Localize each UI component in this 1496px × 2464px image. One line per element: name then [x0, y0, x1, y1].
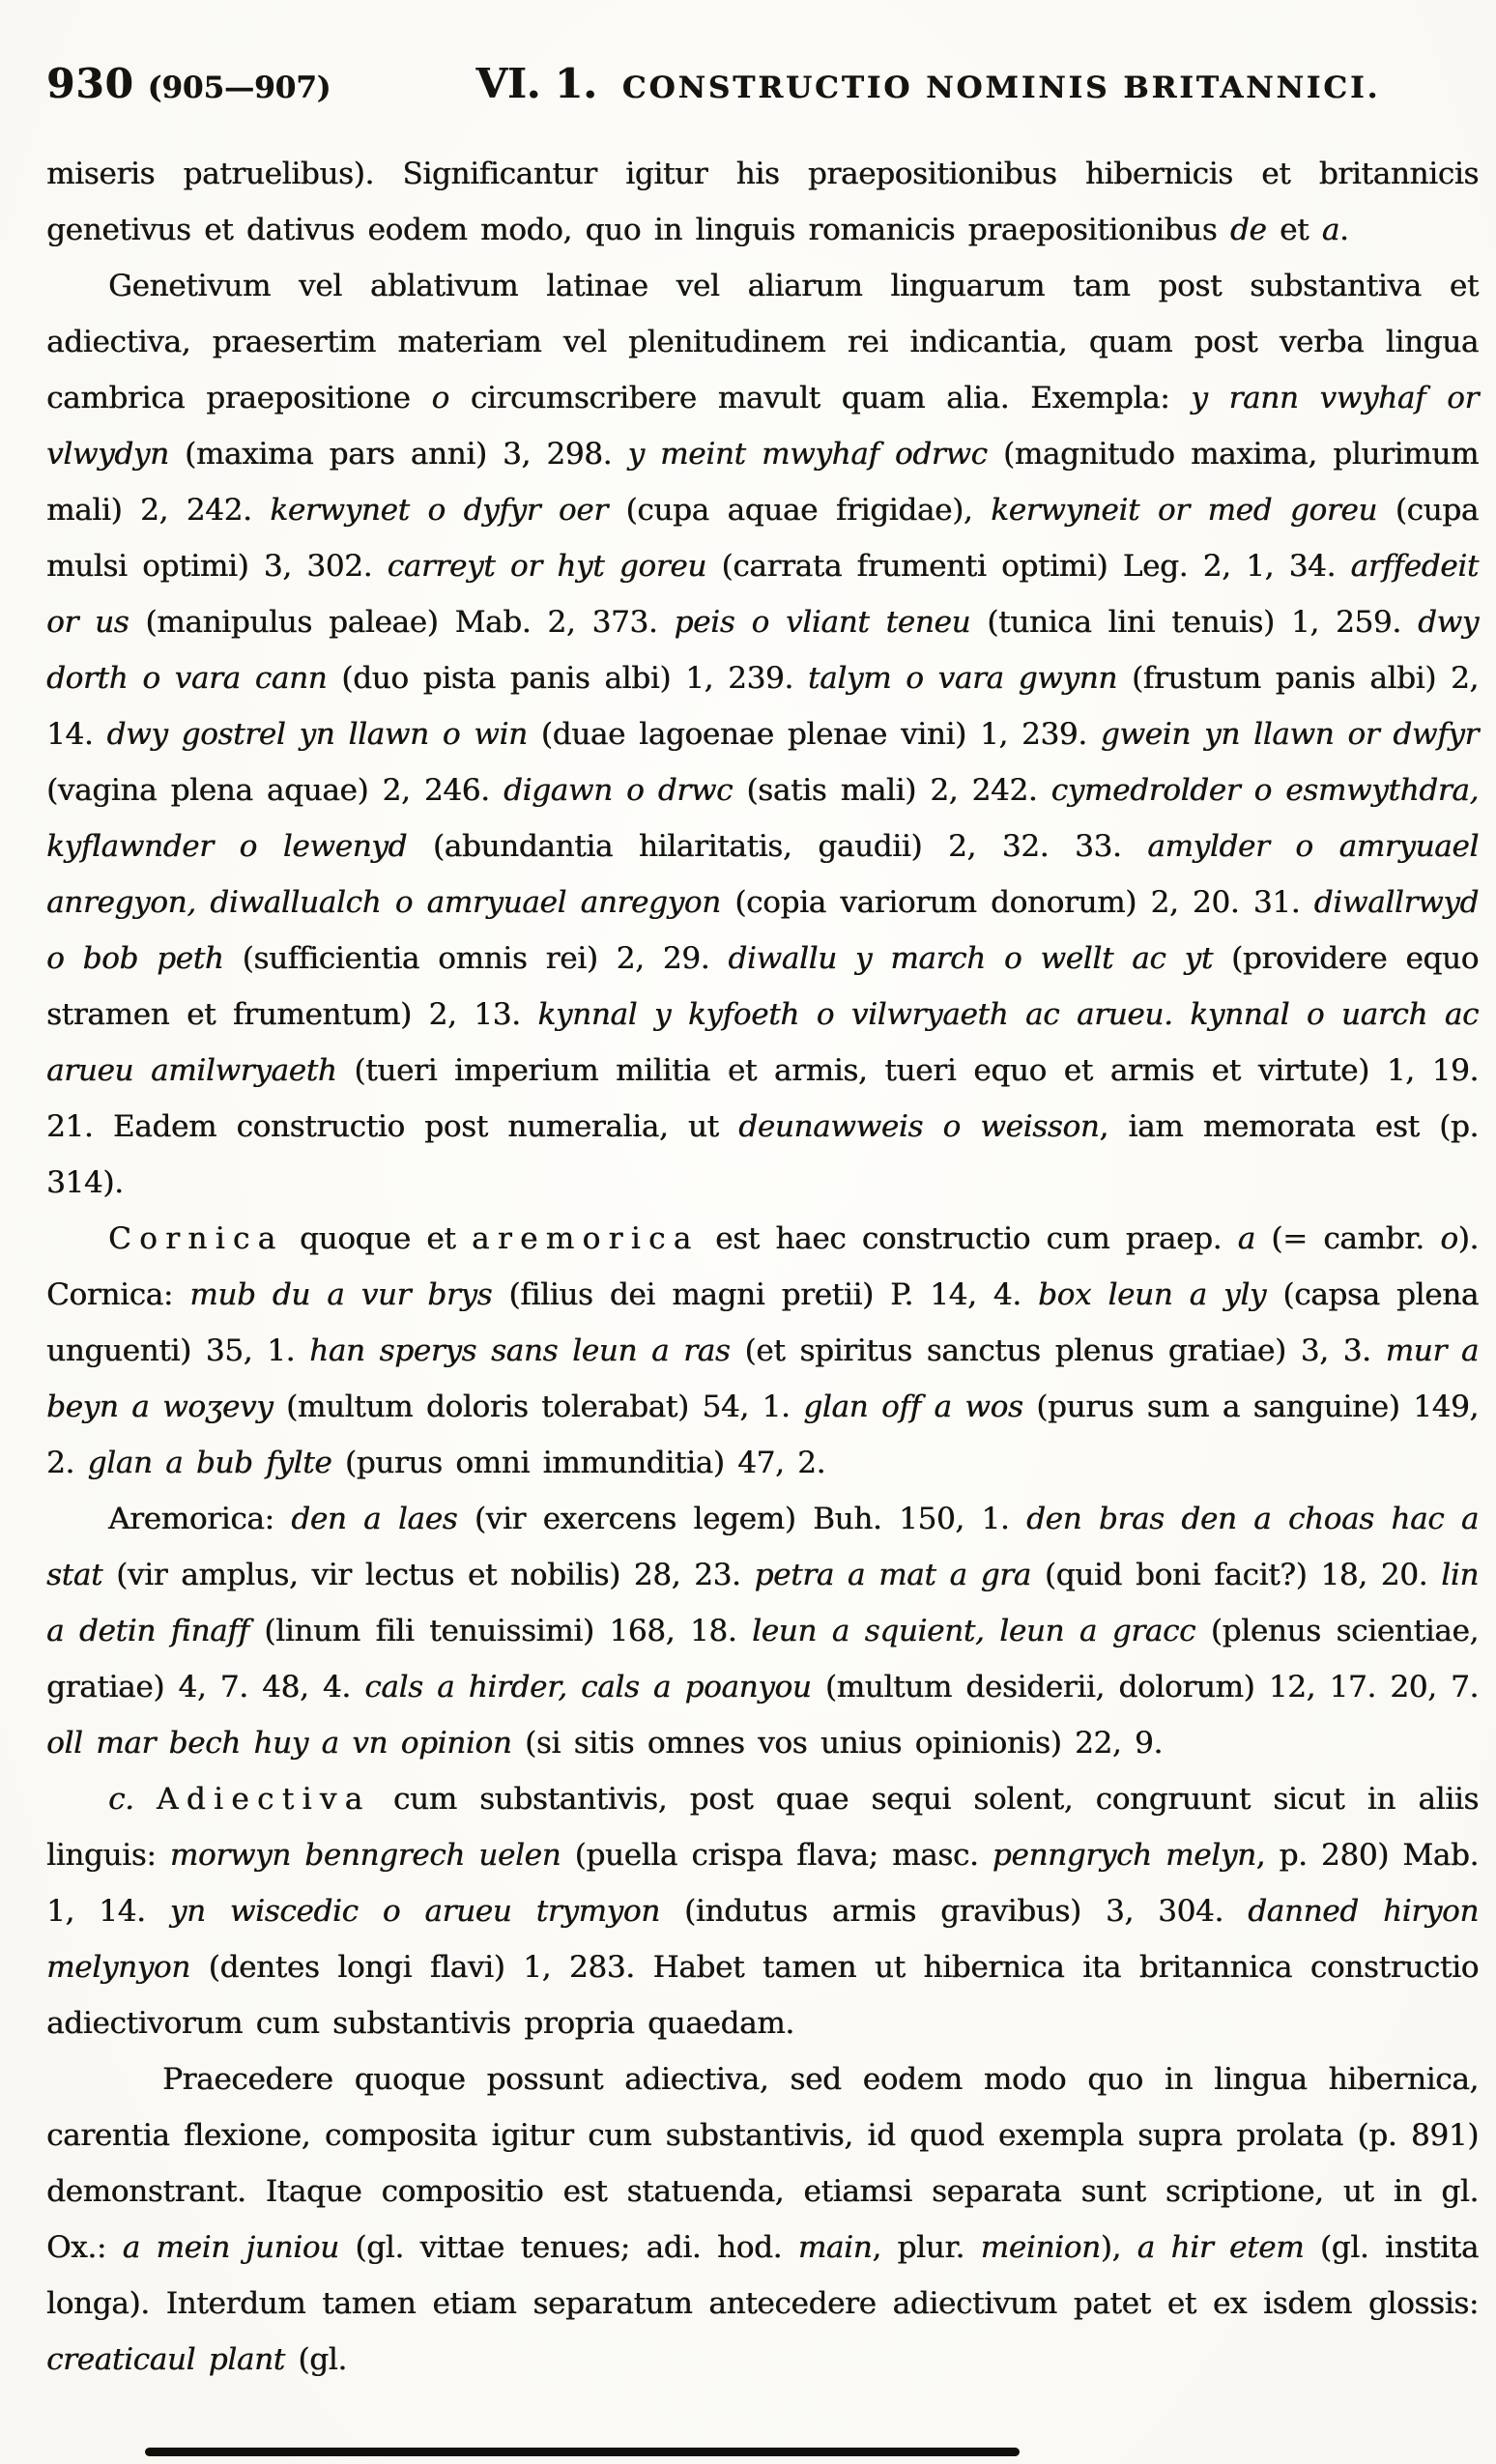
text-run-roman: (frustum panis albi) 2, 14.: [46, 661, 1479, 752]
text-run-italic: petra a mat a gra: [754, 1558, 1031, 1592]
text-run-roman: (vir exercens legem) Buh. 150, 1.: [457, 1502, 1026, 1536]
text-run-italic: han sperys sans leun a ras: [309, 1333, 731, 1368]
text-run-roman: ),: [1100, 2230, 1137, 2265]
text-run-roman: (vagina plena aquae) 2, 246.: [46, 773, 503, 808]
section-label: VI. 1.: [475, 60, 597, 107]
text-run-italic: dwy dorth o vara cann: [46, 605, 1479, 696]
text-run-roman: (manipulus paleae) Mab. 2, 373.: [129, 605, 675, 640]
text-run-roman: (copia variorum donorum) 2, 20. 31.: [720, 885, 1314, 920]
text-run-italic: main: [797, 2230, 873, 2265]
text-run-roman: (tueri imperium militia et armis, tueri equo et armis et virtute) 1, 19. 21. Eadem constructio post numeralia, ut: [46, 1053, 1479, 1144]
text-run-roman: et: [1266, 213, 1322, 247]
page-body: [46, 146, 1479, 2388]
text-run-italic: kynnal y kyfoeth o vilwryaeth ac arueu. kynnal o uarch ac arueu amilwryaeth: [46, 997, 1479, 1088]
text-run-italic: glan a bub fylte: [87, 1446, 332, 1480]
text-run-spaced: Cornica: [108, 1221, 284, 1256]
text-run-roman: (= cambr.: [1254, 1221, 1441, 1256]
text-run-italic: glan off a wos: [803, 1390, 1023, 1424]
text-run-italic: o: [431, 381, 449, 415]
text-run-roman: (multum doloris tolerabat) 54, 1.: [273, 1390, 804, 1424]
text-run-italic: morwyn benngrech uelen: [169, 1838, 561, 1873]
text-run-roman: , iam memorata est (p. 314).: [46, 1109, 1479, 1200]
text-run-roman: (gl.: [284, 2342, 347, 2377]
text-run-roman: Praecedere quoque possunt adiectiva, sed eodem modo quo in lingua hibernica, carentia flexione, composita igitur cum substantivis, id quod exempla supra prolata (p. 891) demonstrant. Itaque compositio est statuenda, etiamsi separata sunt scriptione, ut in gl. Ox.:: [46, 2062, 1479, 2265]
text-run-roman: .: [1338, 213, 1349, 247]
text-run-roman: (sufficientia omnis rei) 2, 29.: [223, 941, 729, 976]
text-run-roman: (abundantia hilaritatis, gaudii) 2, 32. 33.: [407, 829, 1148, 864]
text-run-italic: creaticaul plant: [46, 2342, 285, 2377]
running-head: [46, 60, 1479, 107]
text-run-italic: amylder o amryuael anregyon, diwallualch o amryuael anregyon: [46, 829, 1480, 920]
text-run-roman: [134, 1782, 157, 1817]
text-run-roman: (filius dei magni pretii) P. 14, 4.: [492, 1277, 1039, 1312]
text-run-italic: arffedeit or us: [46, 549, 1479, 640]
text-run-roman: (cupa mulsi optimi) 3, 302.: [46, 493, 1479, 584]
text-run-italic: y meint mwyhaf odrwc: [627, 437, 988, 472]
text-run-roman: quoque et: [283, 1221, 472, 1256]
text-run-roman: (si sitis omnes vos unius opinionis) 22, 9.: [511, 1726, 1163, 1761]
text-run-italic: c.: [108, 1782, 134, 1817]
text-run-italic: gwein yn llawn or dwfyr: [1100, 717, 1479, 752]
text-run-italic: lin a detin finaff: [46, 1558, 1479, 1648]
text-run-roman: (cupa aquae frigidae),: [607, 493, 992, 528]
text-run-italic: o: [1440, 1221, 1458, 1256]
text-run-roman: (quid boni facit?) 18, 20.: [1030, 1558, 1442, 1592]
text-run-roman: (duo pista panis albi) 1, 239.: [327, 661, 808, 696]
text-run-roman: (indutus armis gravibus) 3, 304.: [659, 1894, 1249, 1929]
text-run-italic: mur a beyn a woʒevy: [46, 1333, 1479, 1424]
text-run-italic: deunawweis o weisson: [738, 1109, 1100, 1144]
text-run-roman: (gl. instita longa). Interdum tamen etiam separatum antecedere adiectivum patet et ex isdem glossis:: [46, 2230, 1480, 2321]
scan-edge-artifact: [145, 2448, 1020, 2456]
text-run-roman: (plenus scientiae, gratiae) 4, 7. 48, 4.: [46, 1614, 1480, 1705]
text-run-roman: cum substantivis, post quae sequi solent, congruunt sicut in aliis linguis:: [46, 1782, 1479, 1873]
text-run-italic: cymedrolder o esmwythdra, kyflawnder o lewenyd: [46, 773, 1480, 864]
text-run-italic: a: [1321, 213, 1339, 247]
text-run-italic: peis o vliant teneu: [674, 605, 971, 640]
page-range: (905—907): [147, 71, 331, 105]
text-run-roman: (vir amplus, vir lectus et nobilis) 28, 23.: [102, 1558, 755, 1592]
text-run-italic: yn wiscedic o arueu trymyon: [169, 1894, 660, 1929]
text-run-italic: meinion: [980, 2230, 1101, 2265]
text-run-italic: y rann vwyhaf or vlwydyn: [46, 381, 1479, 472]
paragraph: [46, 1491, 1479, 1771]
paragraph: [46, 1211, 1479, 1491]
text-run-roman: , plur.: [872, 2230, 981, 2265]
text-run-italic: digawn o drwc: [503, 773, 734, 808]
text-run-roman: (purus sum a sanguine) 149, 2.: [46, 1390, 1479, 1480]
text-run-roman: (satis mali) 2, 242.: [733, 773, 1051, 808]
text-run-roman: Genetivum vel ablativum latinae vel aliarum linguarum tam post substantiva et adiectiva, praesertim materiam vel plenitudinem rei indicantia, quam post verba lingua cambrica praepositione: [46, 269, 1479, 415]
text-run-italic: diwallrwyd o bob peth: [46, 885, 1479, 976]
text-run-italic: penngrych melyn: [992, 1838, 1256, 1873]
text-run-roman: circumscribere mavult quam alia. Exempla:: [448, 381, 1192, 415]
text-run-italic: carreyt or hyt goreu: [387, 549, 706, 584]
paragraph: [46, 146, 1479, 258]
text-run-roman: (puella crispa flava; masc.: [561, 1838, 993, 1873]
text-run-roman: (maxima pars anni) 3, 298.: [168, 437, 628, 472]
text-run-italic: de: [1229, 213, 1267, 247]
text-run-roman: miseris patruelibus). Significantur igitur his praepositionibus hibernicis et britannicis genetivus et dativus eodem modo, quo in linguis romanicis praepositionibus: [46, 157, 1479, 247]
text-run-roman: (capsa plena unguenti) 35, 1.: [46, 1277, 1479, 1368]
text-run-roman: (gl. vittae tenues; adi. hod.: [338, 2230, 798, 2265]
paragraph: [46, 2051, 1479, 2388]
text-run-italic: a mein juniou: [122, 2230, 339, 2265]
paragraph: [46, 1771, 1479, 2051]
text-run-spaced: aremorica: [471, 1221, 700, 1256]
text-run-italic: mub du a vur brys: [189, 1277, 493, 1312]
text-run-roman: (multum desiderii, dolorum) 12, 17. 20, 7.: [811, 1670, 1479, 1705]
text-run-roman: (carrata frumenti optimi) Leg. 2, 1, 34.: [705, 549, 1351, 584]
text-run-roman: (duae lagoenae plenae vini) 1, 239.: [527, 717, 1101, 752]
text-run-italic: dwy gostrel yn llawn o win: [106, 717, 528, 752]
text-run-roman: (purus omni immunditia) 47, 2.: [331, 1446, 826, 1480]
text-run-roman: est haec constructio cum praep.: [699, 1221, 1238, 1256]
text-run-roman: (tunica lini tenuis) 1, 259.: [970, 605, 1418, 640]
paragraph: [46, 258, 1479, 1211]
text-run-italic: den a laes: [291, 1502, 458, 1536]
running-title: CONSTRUCTIO NOMINIS BRITANNICI.: [621, 71, 1381, 105]
text-run-italic: a hir etem: [1136, 2230, 1305, 2265]
text-run-italic: oll mar bech huy a vn opinion: [46, 1726, 512, 1761]
text-run-italic: cals a hirder, cals a poanyou: [364, 1670, 812, 1705]
text-run-italic: den bras den a choas hac a stat: [46, 1502, 1480, 1592]
text-run-italic: a: [1237, 1221, 1255, 1256]
text-run-italic: diwallu y march o wellt ac yt: [728, 941, 1213, 976]
text-run-roman: (providere equo stramen et frumentum) 2, 13.: [46, 941, 1479, 1032]
text-run-italic: kerwyneit or med goreu: [991, 493, 1378, 528]
page-number: 930: [46, 60, 134, 107]
text-run-italic: box leun a yly: [1038, 1277, 1267, 1312]
text-run-roman: , p. 280) Mab. 1, 14.: [46, 1838, 1479, 1929]
text-run-italic: kerwynet o dyfyr oer: [270, 493, 608, 528]
text-run-italic: danned hiryon melynyon: [46, 1894, 1479, 1985]
text-run-roman: (linum fili tenuissimi) 168, 18.: [248, 1614, 753, 1648]
text-run-roman: (dentes longi flavi) 1, 283. Habet tamen ut hibernica ita britannica constructio adiectivorum cum substantivis propria quaedam.: [46, 1950, 1479, 2041]
text-run-roman: (et spiritus sanctus plenus gratiae) 3, 3.: [730, 1333, 1386, 1368]
text-run-italic: leun a squient, leun a gracc: [752, 1614, 1196, 1648]
text-run-italic: talym o vara gwynn: [807, 661, 1117, 696]
text-run-roman: Aremorica:: [108, 1502, 292, 1536]
text-run-roman: (magnitudo maxima, plurimum mali) 2, 242.: [46, 437, 1480, 528]
text-run-spaced: Adiectiva: [156, 1782, 371, 1817]
text-run-roman: ). Cornica:: [46, 1221, 1479, 1312]
